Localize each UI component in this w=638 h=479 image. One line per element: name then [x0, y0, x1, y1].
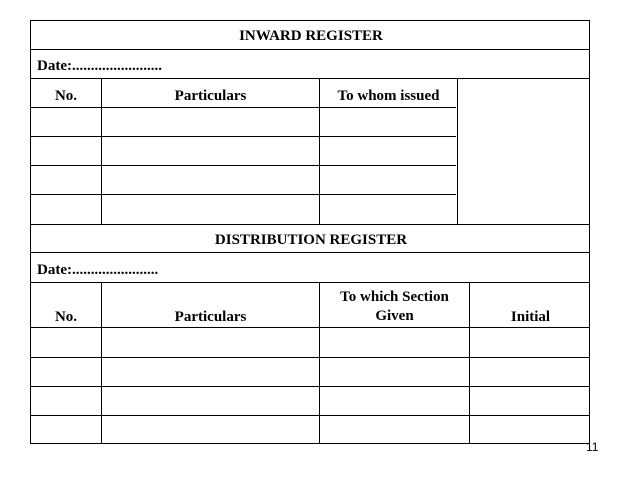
table-row-line — [31, 136, 456, 137]
table-row-line — [31, 107, 456, 108]
column-line — [101, 78, 102, 224]
distribution-col-section-line2: Given — [375, 308, 414, 324]
inward-col-to-whom-issued: To whom issued — [337, 88, 440, 104]
column-line — [469, 282, 470, 444]
table-row-line — [31, 165, 456, 166]
distribution-col-no: No. — [54, 309, 78, 325]
page-number: 11 — [586, 440, 599, 454]
distribution-col-particulars: Particulars — [174, 309, 247, 325]
column-line — [319, 282, 320, 444]
column-line — [457, 78, 458, 224]
column-line — [319, 78, 320, 224]
table-row-line — [31, 357, 589, 358]
divider — [31, 78, 589, 79]
register-form — [30, 20, 590, 444]
inward-date-label: Date:........................ — [37, 58, 162, 74]
table-row-line — [31, 327, 589, 328]
divider — [31, 252, 589, 253]
distribution-date-label: Date:....................... — [37, 262, 159, 278]
inward-col-particulars: Particulars — [174, 88, 247, 104]
divider — [31, 282, 589, 283]
distribution-register-title: DISTRIBUTION REGISTER — [214, 232, 408, 248]
divider — [31, 224, 589, 225]
table-row-line — [31, 194, 456, 195]
distribution-col-initial: Initial — [510, 309, 551, 325]
table-row-line — [31, 415, 589, 416]
divider — [31, 49, 589, 50]
inward-register-title: INWARD REGISTER — [239, 28, 383, 44]
column-line — [101, 282, 102, 444]
table-row-line — [31, 386, 589, 387]
inward-col-no: No. — [54, 88, 78, 104]
distribution-col-section-line1: To which Section — [340, 289, 449, 305]
